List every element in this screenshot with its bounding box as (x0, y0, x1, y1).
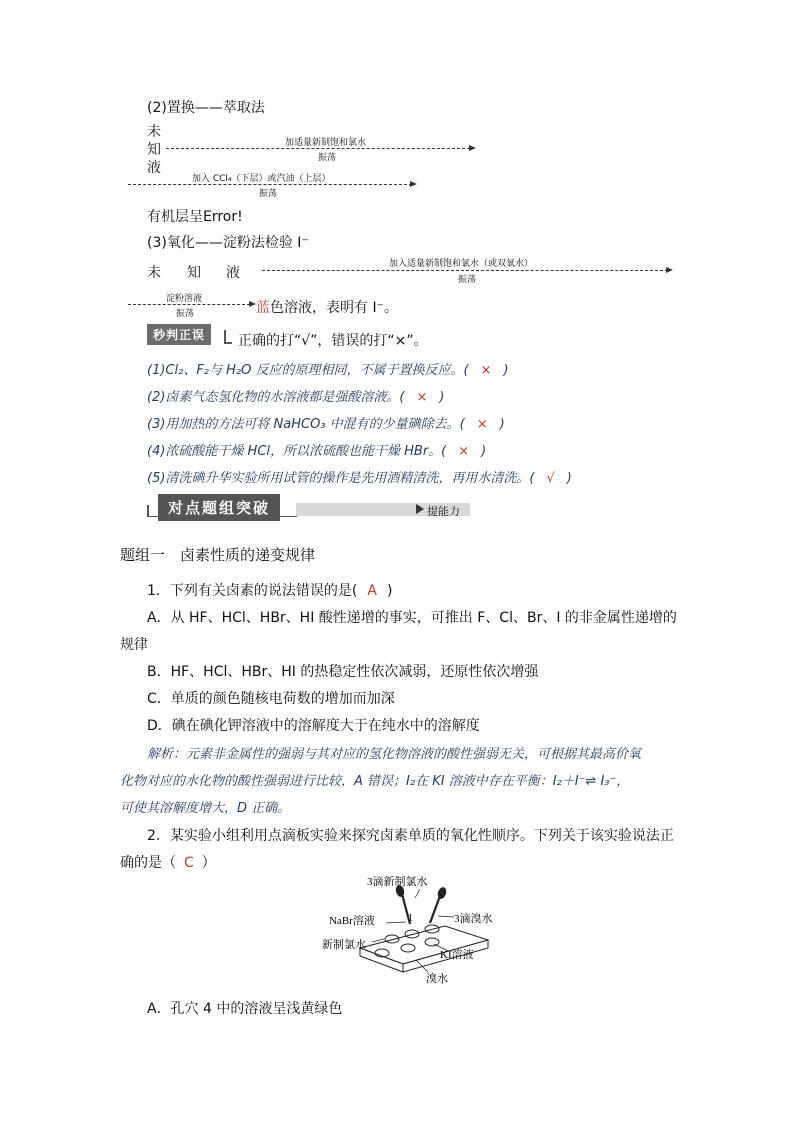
question-2-stem-cont (120, 852, 216, 872)
analysis-line: 可使其溶解度增大，D 正确。 (120, 801, 291, 816)
condition-label: 振荡 (176, 309, 195, 319)
question-2-stem: 2．某实验小组利用点滴板实验来探究卤素单质的氧化性顺序。下列关于该实验说法正 (147, 828, 674, 844)
option-a-cont: 规律 (120, 637, 148, 653)
label-chlorine-water: 新制氯水 (322, 939, 366, 951)
judge-item-text: (4)浓硫酸能干燥 HCl，所以浓硫酸也能干燥 HBr。( (147, 444, 447, 459)
judge-item (147, 440, 486, 459)
judge-instruction: 正确的打“√”，错误的打“×”。 (238, 333, 428, 349)
judge-item-text: (2)卤素气态氢化物的水溶液都是强酸溶液。( (147, 390, 405, 405)
condition-label: 振荡 (259, 189, 278, 199)
analysis-line: 解析：元素非金属性的强弱与其对应的氢化物溶液的酸性强弱无关，可根据其最高价氧 (147, 747, 642, 762)
label-chlorine-drops: 3滴新制氯水 (367, 876, 428, 888)
unknown-liquid-char: 知 (147, 142, 161, 158)
unknown-liquid-char: 液 (226, 265, 240, 281)
unknown-liquid-char: 未 (147, 265, 161, 281)
stem-paren: ) (386, 583, 393, 599)
dropper-icon (430, 886, 448, 923)
judge-mark: × (458, 444, 470, 459)
stem-paren: ） (201, 855, 216, 871)
banner-title: 对点题组突破 (158, 494, 280, 521)
dashed-arrow-line (128, 184, 412, 185)
judge-item (147, 386, 444, 405)
label-ki: KI溶液 (440, 949, 474, 961)
judge-paren: ) (566, 471, 572, 486)
banner-left-edge (147, 505, 149, 517)
dashed-arrow-line (166, 148, 470, 149)
arrow-head-icon (469, 145, 476, 151)
arrow-head-icon (249, 301, 256, 307)
banner-tag: 提能力 (427, 505, 460, 518)
section2-heading: (2)置换——萃取法 (147, 100, 265, 116)
group-title: 题组一 卤素性质的递变规律 (120, 546, 316, 564)
reagent-label: 加入 CCl₄（下层）或汽油（上层） (192, 174, 331, 184)
reagent-label: 淀粉溶液 (166, 294, 203, 304)
judge-paren: ) (439, 390, 445, 405)
spot-plate-figure (320, 876, 500, 992)
section2-result: 有机层呈Error! (147, 209, 243, 225)
unknown-liquid-char: 未 (147, 124, 161, 140)
condition-label: 振荡 (318, 153, 337, 163)
judge-item-text: (5)清洗碘升华实验所用试管的操作是先用酒精清洗，再用水清洗。( (147, 471, 535, 486)
arrow-right-icon (416, 504, 424, 514)
analysis-line: 化物对应的水化物的酸性强弱进行比较，A 错误；I₂在 KI 溶液中存在平衡：I₂＋I⁻⇌ I₃⁻， (120, 774, 630, 789)
judge-item-text: (1)Cl₂、F₂与 H₂O 反应的原理相同，不属于置换反应。( (147, 363, 469, 378)
label-bromine-water: 溴水 (426, 973, 448, 985)
judge-item (147, 467, 572, 486)
unknown-liquid-char: 知 (187, 265, 201, 281)
question-1-stem (147, 580, 392, 600)
q2-option-a: A．孔穴 4 中的溶液呈浅黄绿色 (147, 1001, 343, 1017)
blue-word: 蓝 (256, 300, 270, 316)
judge-badge: 秒判正误 (147, 324, 211, 345)
option-c: C．单质的颜色随核电荷数的增加而加深 (147, 691, 395, 707)
judge-mark: × (416, 390, 428, 405)
arrow-head-icon (666, 267, 673, 273)
judge-item (147, 413, 505, 432)
judge-mark: × (476, 417, 488, 432)
reagent-label: 加适量新制饱和氯水 (285, 138, 367, 148)
reagent-label: 加入适量新制饱和氯水（或双氧水） (389, 259, 534, 269)
result-text: 色溶液，表明有 I⁻。 (270, 300, 398, 316)
option-b: B．HF、HCl、HBr、HI 的热稳定性依次减弱，还原性依次增强 (147, 664, 539, 680)
dashed-arrow-line (128, 304, 250, 305)
option-a: A．从 HF、HCl、HBr、HI 酸性递增的事实，可推出 F、Cl、Br、I 的非金属性递增的 (147, 610, 677, 626)
condition-label: 振荡 (458, 275, 477, 285)
answer-mark: A (367, 583, 377, 599)
arrow-head-icon (410, 181, 417, 187)
label-well-1: 1 (408, 913, 413, 924)
judge-item (147, 359, 509, 378)
judge-paren: ) (499, 417, 505, 432)
judge-paren: ) (481, 444, 487, 459)
judge-mark: √ (546, 471, 555, 486)
judge-item-text: (3)用加热的方法可将 NaHCO₃ 中混有的少量碘除去。( (147, 417, 465, 432)
section3-heading: (3)氧化——淀粉法检验 I⁻ (147, 235, 309, 251)
label-bromine-drops: 3滴溴水 (454, 913, 493, 925)
option-d: D．碘在碘化钾溶液中的溶解度大于在纯水中的溶解度 (147, 718, 480, 734)
stem-text: 确的是（ (120, 855, 176, 871)
label-nabr: NaBr溶液 (329, 915, 375, 927)
stem-text: 1．下列有关卤素的说法错误的是( (147, 583, 358, 599)
unknown-liquid-char: 液 (147, 160, 161, 176)
answer-mark: C (184, 855, 194, 871)
badge-corner (224, 330, 232, 344)
section3-result (256, 297, 398, 317)
judge-mark: × (480, 363, 492, 378)
judge-paren: ) (503, 363, 509, 378)
dashed-arrow-line (262, 270, 668, 271)
